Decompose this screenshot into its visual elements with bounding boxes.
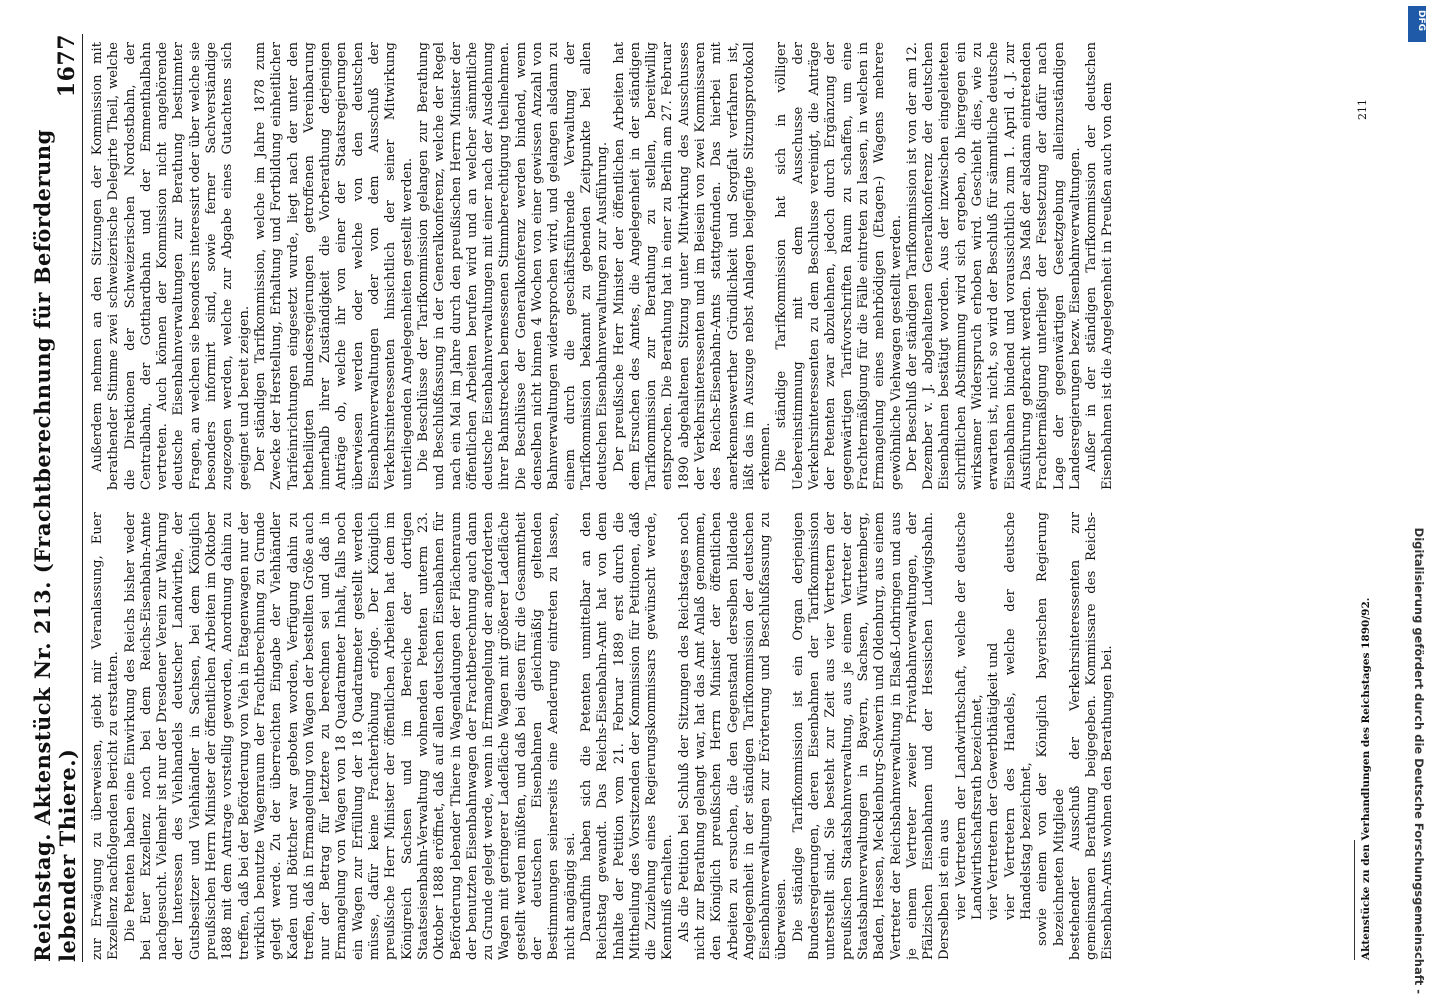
list-item: vier Vertretern des Handels, welche der deutsche Handelstag bezeichnet, [1002, 512, 1034, 920]
sheet-number: 211 [1356, 99, 1369, 120]
list-item: vier Vertretern der Gewerbthätigkeit und [986, 642, 1002, 920]
paragraph: Der Beschluß der ständigen Tarifkommission ist von der am 12. Dezember v. J. abgehaltenen Generalkonferenz der deutschen Eisenbahnen bestätigt worden. Aus der inzwischen eingeleiteten schriftlichen Abstimmung wird sich ergeben, ob hiergegen ein wirksamer Widerspruch erhoben wird. Geschieht dies, wie zu erwarten ist, nicht, so wird der Beschluß für sämmtliche deutsche Eisenbahnen bindend und voraussichtlich zum 1. April d. J. zur Ausführung gebracht werden. Das Maß der alsdann eintretenden Frachtermäßigung unterliegt der Festsetzung der dafür nach Lage der gegenwärtigen Gesetzgebung alleinzuständigen Landesregierungen bezw. Eisenbahnverwaltungen. [904, 42, 1083, 490]
list-item: vier Vertretern der Landwirthschaft, welche der deutsche Landwirthschaftsrath bezeichnet, [953, 512, 986, 920]
paragraph: Der preußische Herr Minister der öffentlichen Arbeiten hat dem Ersuchen des Amtes, die Angelegenheit in der ständigen Tarifkommission zur Berathung zu stellen, bereitwillig entsprochen. Die Berathung hat in einer zu Berlin am 27. Februar 1890 abgehaltenen Sitzung unter Mitwirkung des Ausschusses der Verkehrsinteressenten und im Beisein von zwei Kommissaren des Reichs-Eisenbahn-Amts stattgefunden. Das hierbei mit anerkennenswerther Gründlichkeit und Sorgfalt verfahren ist, läßt das im Auszuge nebst Anlagen beigefügte Sitzungsprotokoll erkennen. [611, 42, 774, 490]
digitization-watermark [1404, 4, 1426, 994]
header-title: Reichstag. Aktenstück Nr. 213. (Frachtberechnung für Beförderung lebender Thiere.) [30, 129, 80, 962]
left-text-column [90, 512, 1350, 960]
page-header [30, 34, 83, 962]
paragraph: Die Beschlüsse der Tarifkommission gelangen zur Berathung und Beschlußfassung in der Generalkonferenz, welche der Regel nach ein Mal im Jahre durch den preußischen Herrn Minister der öffentlichen Arbeiten berufen wird und an welcher sämmtliche deutsche Eisenbahnverwaltungen mit einer nach der Ausdehnung ihrer Bahnstrecken bemessenen Stimmberechtigung theilnehmen. Die Beschlüsse der Generalkonferenz werden bindend, wenn denselben nicht binnen 4 Wochen von einer gewissen Anzahl von Bahnverwaltungen widersprochen wird, und gelangen alsdann zu einem durch die geschäftsführende Verwaltung der Tarifkommission bekannt zu gebenden Zeitpunkte bei allen deutschen Eisenbahnverwaltungen zur Ausführung. [415, 42, 611, 490]
paragraph: zur Erwägung zu überweisen, giebt mir Veranlassung, Euer Exzellenz nachfolgenden Bericht zu erstatten. [90, 512, 122, 960]
footer-divider [1354, 840, 1355, 960]
page-number: 1677 [54, 34, 80, 98]
paragraph: Die ständige Tarifkommission ist ein Organ derjenigen Bundesregierungen, deren Eisenbahnen der Tarifkommission unterstellt sind. Sie besteht zur Zeit aus vier Vertretern der preußischen Staatsbahnverwaltung, aus je einem Vertreter der Staatsbahnverwaltungen in Bayern, Sachsen, Württemberg, Baden, Hessen, Mecklenburg-Schwerin und Oldenburg, aus einem Vertreter der Reichsbahnverwaltung in Elsaß-Lothringen und aus je einem Vertreter zweier Privatbahnverwaltungen, der Pfälzischen Eisenbahnen und der Hessischen Ludwigsbahn. Derselben ist ein aus [790, 512, 953, 960]
paragraph: Die Petenten haben eine Einwirkung des Reichs bisher weder bei Euer Exzellenz noch bei dem Reichs-Eisenbahn-Amte nachgesucht. Vielmehr ist nur der Dresdener Verein zur Wahrung der Interessen des Viehhandels deutscher Landwirthe, der Gutsbesitzer und Viehhändler in Sachsen, bei dem Königlich preußischen Herrn Minister der öffentlichen Arbeiten im Oktober 1888 mit dem Antrage vorstellig geworden, Anordnung dahin zu treffen, daß bei der Beförderung von Vieh in Etagenwagen nur der wirklich benutzte Wagenraum der Frachtberechnung zu Grunde gelegt werde. Zu der überreichten Eingabe der Viehhändler Kaden und Böttcher war geboten worden, Verfügung dahin zu treffen, daß in Ermangelung von Wagen der bestellten Größe auch nur der Betrag für letztere zu berechnen sei und daß in Ermangelung von Wagen von 18 Quadratmeter Inhalt, falls noch ein Wagen zur Erfüllung der 18 Quadratmeter gestellt werden müsse, dafür keine Frachterhöhung erfolge. Der Königlich preußische Herr Minister der öffentlichen Arbeiten hat dem im Königreich Sachsen und im Bereiche der dortigen Staatseisenbahn-Verwaltung wohnenden Petenten unterm 23. Oktober 1888 eröffnet, daß auf allen deutschen Eisenbahnen für Beförderung lebender Thiere in Wagenladungen der Flächenraum der benutzten Eisenbahnwagen der Frachtberechnung auch dann zu Grunde gelegt werde, wenn in Ermangelung der angeforderten Wagen mit geringerer Ladefläche Wagen mit größerer Ladefläche gestellt werden müßten, und daß bei diesen für die Gesammtheit der deutschen Eisenbahnen gleichmäßig geltenden Bestimmungen seinerseits eine Aenderung eintreten zu lassen, nicht angängig sei. [122, 512, 578, 960]
right-text-column [90, 42, 1350, 490]
dfg-logo-icon [1408, 6, 1426, 42]
rotated-document-page [16, 0, 1416, 1000]
paragraph: Als die Petition bei Schluß der Sitzungen des Reichstages noch nicht zur Berathung gelangt war, hat das Amt Anlaß genommen, den Königlich preußischen Herrn Minister der öffentlichen Arbeiten zu ersuchen, die den Gegenstand derselben bildende Angelegenheit in der ständigen Tarifkommission der deutschen Eisenbahnverwaltungen zur Erörterung und Beschlußfassung zu überweisen. [676, 512, 790, 960]
list-item: sowie einem von der Königlich bayerischen Regierung bezeichneten Mitgliede [1035, 512, 1067, 946]
paragraph: Die ständige Tarifkommission hat sich in völliger Uebereinstimmung mit dem Ausschusse der Verkehrsinteressenten zu dem Beschlusse vereinigt, die Anträge der Petenten zwar abzulehnen, jedoch durch Ergänzung der gegenwärtigen Tarifvorschriften Raum zu schaffen, um eine Frachtermäßigung für die Fälle eintreten zu lassen, in welchen in Ermangelung eines mehrbödigen (Etagen-) Wagens mehrere gewöhnliche Viehwagen gestellt werden. [774, 42, 904, 490]
paragraph: Außerdem nehmen an den Sitzungen der Kommission mit berathender Stimme zwei schweizerische Delegirte Theil, welche die Direktionen der Schweizerischen Nordostbahn, der Centralbahn, der Gotthardbahn und der Emmenthalbahn vertreten. Auch können der Kommission nicht angehörende deutsche Eisenbahnverwaltungen zur Berathung bestimmter Fragen, an welchen sie besonders interessirt oder über welche sie besonders informirt sind, sowie ferner Sachverständige zugezogen werden, welche zur Abgabe eines Gutachtens sich geeignet und bereit zeigen. [90, 42, 252, 490]
dfg-logo-label: DFG [1416, 10, 1426, 32]
watermark-text: Digitalisierung gefördert durch die Deutsche Forschungsgemeinschaft - [1412, 527, 1426, 994]
paragraph: bestehender Ausschuß der Verkehrsinteressenten zur gemeinsamen Berathung beigegeben. Kommissare des Reichs-Eisenbahn-Amts wohnen den Berathungen bei. [1067, 512, 1116, 960]
paragraph: Daraufhin haben sich die Petenten unmittelbar an den Reichstag gewandt. Das Reichs-Eisenbahn-Amt hat von dem Inhalte der Petition vom 21. Februar 1889 erst durch die Mittheilung des Vorsitzenden der Kommission für Petitionen, daß die Zuziehung eines Regierungskommissars gewünscht werde, Kenntniß erhalten. [578, 512, 676, 960]
footer-note: Aktenstücke zu den Verhandlungen des Reichstages 1890/92. [1360, 597, 1372, 960]
paragraph: Außer in der ständigen Tarifkommission der deutschen Eisenbahnen ist die Angelegenheit in Preußen auch von dem [1084, 42, 1116, 490]
paragraph: Der ständigen Tarifkommission, welche im Jahre 1878 zum Zwecke der Herstellung, Erhaltung und Fortbildung einheitlicher Tarifeinrichtungen eingesetzt wurde, liegt nach der unter den betheiligten Bundesregierungen getroffenen Vereinbarung innerhalb ihrer Zuständigkeit die Vorberathung derjenigen Anträge ob, welche ihr von einer der Staatsregierungen überwiesen werden oder welche von den deutschen Eisenbahnverwaltungen oder von dem Ausschuß der Verkehrsinteressenten hinsichtlich der seiner Mitwirkung unterliegenden Angelegenheiten gestellt werden. [252, 42, 415, 490]
